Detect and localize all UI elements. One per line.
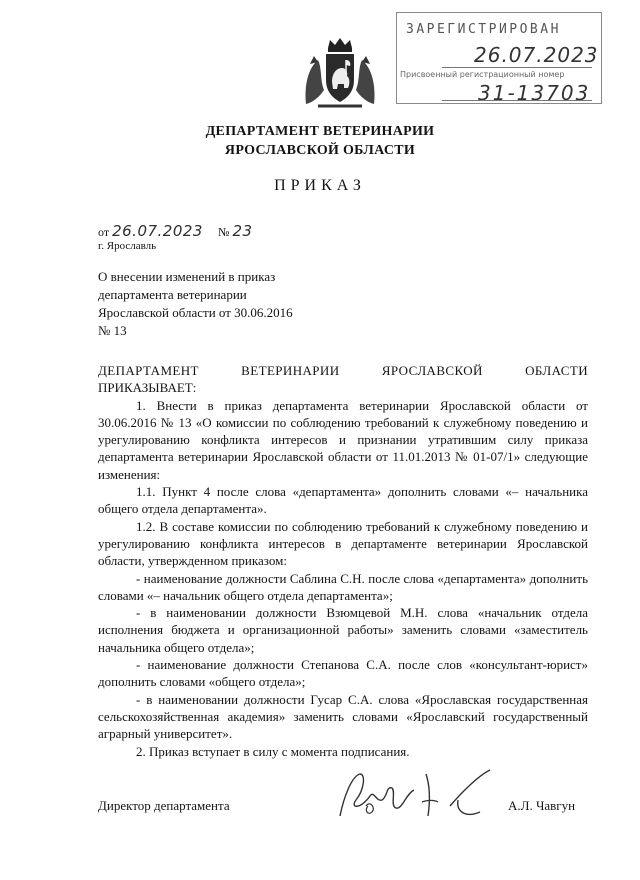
list-item: - в наименовании должности Гусар С.А. слова «Ярославская государственная сельскохозяйственная академия» заменить словами «Ярославский государственный аграрный университет». bbox=[98, 691, 588, 742]
order-date: 26.07.2023 bbox=[112, 222, 203, 240]
signatory-role: Директор департамента bbox=[98, 798, 230, 813]
intro-decree: ПРИКАЗЫВАЕТ: bbox=[98, 380, 197, 396]
paragraph-1: 1. Внести в приказ департамента ветеринарии Ярославской области от 30.06.2016 № 13 «О комиссии по соблюдению требований к служебному поведению и урегулированию конфликта интересов и признании утратившим силу приказа департамента ветеринарии Ярославской области от 11.01.2013 № 01-07/1» следующие изменения: bbox=[98, 397, 588, 482]
subject-line: департамента ветеринарии bbox=[98, 287, 247, 302]
order-date-line bbox=[98, 222, 253, 240]
stamp-number: 31-13703 bbox=[478, 81, 591, 105]
city: г. Ярославль bbox=[98, 240, 157, 252]
order-body bbox=[98, 362, 588, 760]
stamp-divider bbox=[442, 67, 592, 68]
department-name-line1: ДЕПАРТАМЕНТ ВЕТЕРИНАРИИ bbox=[205, 124, 435, 139]
stamp-date: 26.07.2023 bbox=[474, 43, 599, 67]
date-from-label: от bbox=[98, 225, 110, 239]
order-number: 23 bbox=[232, 222, 253, 240]
order-subject bbox=[98, 268, 358, 340]
department-name-line2: ЯРОСЛАВСКОЙ ОБЛАСТИ bbox=[224, 143, 416, 158]
paragraph-2: 2. Приказ вступает в силу с момента подписания. bbox=[136, 743, 410, 759]
list-item: - в наименовании должности Взюмцевой М.Н. слова «начальник отдела исполнения бюджета и организационной работы» заменить словами «заместитель начальника общего отдела»; bbox=[98, 605, 588, 655]
subject-line: Ярославской области от 30.06.2016 bbox=[98, 305, 293, 320]
registration-stamp bbox=[396, 12, 602, 104]
document-type: ПРИКАЗ bbox=[274, 177, 366, 194]
subject-line: № 13 bbox=[98, 323, 127, 338]
paragraph-1-2: 1.2. В составе комиссии по соблюдению требований к служебному поведению и урегулированию конфликта интересов в департаменте ветеринарии Ярославской области, утвержденном приказом: bbox=[98, 518, 588, 569]
signatory-name: А.Л. Чавгун bbox=[508, 798, 576, 813]
paragraph-1-1: 1.1. Пункт 4 после слова «департамента» дополнить словами «– начальника общего отдела департамента». bbox=[98, 484, 588, 517]
list-item: - наименование должности Степанова С.А. после слов «консультант-юрист» дополнить словами «общего отдела»; bbox=[98, 657, 588, 690]
stamp-title: ЗАРЕГИСТРИРОВАН bbox=[406, 22, 561, 37]
stamp-divider bbox=[442, 100, 592, 101]
number-label: № bbox=[217, 225, 230, 239]
subject-line: О внесении изменений в приказ bbox=[98, 269, 276, 284]
handwritten-signature bbox=[330, 766, 500, 826]
stamp-caption: Присвоенный регистрационный номер bbox=[400, 70, 565, 79]
list-item: - наименование должности Саблина С.Н. после слова «департамента» дополнить словами «– начальник общего отдела департамента»; bbox=[98, 570, 588, 603]
intro-line: ДЕПАРТАМЕНТ ВЕТЕРИНАРИИ ЯРОСЛАВСКОЙ ОБЛАСТИ bbox=[98, 363, 588, 378]
coat-of-arms-icon bbox=[300, 34, 380, 114]
